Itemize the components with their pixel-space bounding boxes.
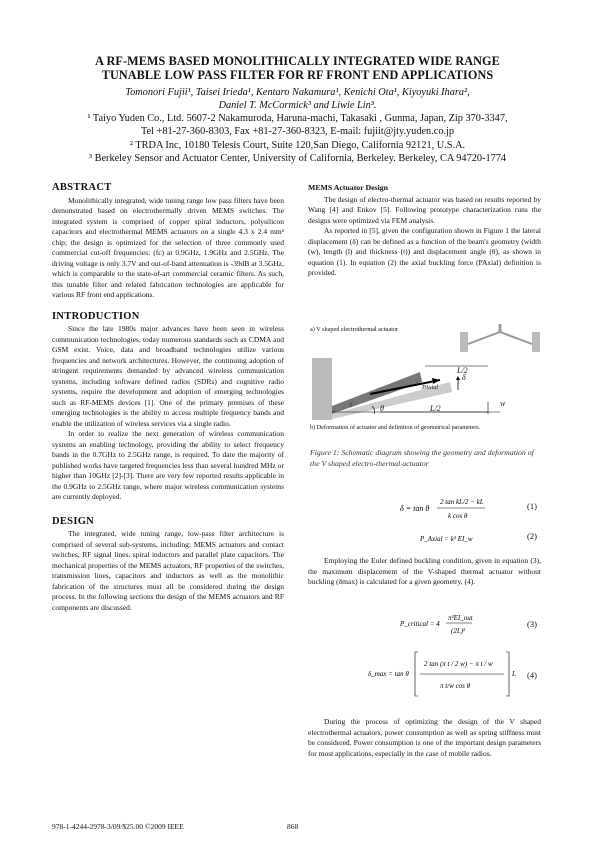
equation-3-number: (3): [527, 619, 537, 629]
svg-text:π t/w cos θ: π t/w cos θ: [440, 682, 471, 690]
affiliation-1: ¹ Taiyo Yuden Co., Ltd. 5607-2 Nakamuroda, Haruna-machi, Takasaki , Gunma, Japan, Zip 370-3347,: [87, 113, 508, 124]
affiliation-2: ² TRDA Inc, 10180 Telesis Court, Suite 120,San Diego, California 92121, U.S.A.: [129, 139, 466, 151]
equation-4: [368, 648, 518, 702]
equation-1: [400, 494, 484, 526]
equation-4-graphic: [368, 648, 518, 700]
equation-1-graphic: [400, 494, 500, 524]
label-p-axial: PAxial: [422, 384, 439, 391]
abstract-text: Monolithically integrated, wide tuning range low pass filters have been demonstrated based on electrothermally driven MEMS switches. The integrated system is comprised of copper spiral inductors, polysilicon capacitors and electrothermal MEMS actuators on a single 4.3 x 2.4 mm² chip; the design is optimized for the selection of three commonly used commercial cut-off frequencies: (fc) at 0.9GHz, 1.9GHz and 2.5GHz. The driving voltage is only 3.7V and out-of-band attenuation is -39dB at 3.5GHz, which is comparable to the state-of-art commercial ceramic filters. As such, this tunable filter and related fabrication technologies are applicable for various RF front end applications.: [52, 195, 284, 299]
affiliation-3: ³ Berkeley Sensor and Actuator Center, University of California, Berkeley. Berkeley, CA 94720-1774: [88, 153, 507, 165]
equation-4-number: (4): [527, 670, 537, 680]
equation-2-number: (2): [527, 531, 537, 541]
svg-text:(2L)²: (2L)²: [451, 627, 466, 635]
equation-2-graphic: [420, 531, 480, 545]
euler-paragraph: [308, 556, 541, 588]
svg-text:δ = tan θ: δ = tan θ: [400, 504, 430, 513]
design-heading: DESIGN: [52, 515, 95, 527]
mems-paragraph-1: The design of electro-thermal actuator was based on results reported by Wang [4] and Enkov [5]. Following prototype characterization runs the designs were optimized via FEM analysis.: [308, 194, 541, 225]
svg-text:k cos θ: k cos θ: [448, 512, 468, 520]
label-l2-top: L/2: [457, 366, 468, 375]
svg-text:L: L: [512, 670, 516, 678]
footer-copyright: 978-1-4244-2978-3/09/$25.00 ©2009 IEEE: [52, 822, 184, 831]
design-paragraph-1: The integrated, wide tuning range, low-pass filter architecture is comprised of several sub-systems, including: MEMS actuators and contact switches, RF signal lines, spiral inductors and parallel plate capacitors. The mechanical properties of the MEMS actuators, RF properties of the switches, transmission lines, capacitors and inductors as well as the monolithic fabrication of the structures must all be considered during the design process. In the following sections the design of the MEMS actuators and RF components are discussed.: [52, 529, 284, 612]
right-column-top: [308, 183, 541, 279]
actuator-diagram: [310, 322, 542, 422]
svg-text:P_critical = 4: P_critical = 4: [400, 620, 440, 628]
author-list: [40, 86, 555, 112]
page-number: 868: [287, 822, 299, 831]
equation-1-number: (1): [527, 501, 537, 511]
affiliations: [30, 112, 565, 166]
anchor-pad-top-right: [532, 332, 540, 352]
label-t: t: [350, 401, 352, 409]
introduction-heading: INTRODUCTION: [52, 310, 140, 322]
label-delta: δ: [462, 373, 466, 382]
paper-title: [40, 54, 555, 82]
label-theta: θ: [380, 404, 384, 413]
euler-paragraph-text: Employing the Euler defined buckling condition, given in equation (3), the maximum displacement of the V-shaped thermal actuator without buckling (δmax) is calculated for a given geometry, (4).: [308, 556, 541, 586]
label-w: w: [500, 399, 506, 408]
figure-label-b: b) Deformation of actuator and definition of geometrical parameters.: [310, 424, 481, 431]
authors-line-2: Daniel T. McCormick³ and Liwie Lin³.: [218, 100, 377, 111]
svg-text:π²EI_out: π²EI_out: [448, 614, 473, 622]
introduction-paragraph-1: Since the late 1980s major advances have been seen in wireless communication technologies, today numerous standards such as CDMA and GSM exist. Voice, data and broadband technologies utilize various frequencies and network architectures. However, the continuing adoption of stringent requirements demanded by advanced wireless communication systems, including software defined radios (SDRs) and cognitive radio systems, require the development and adoption of emerging technologies such as RF-MEMS devices [1]. One of the primary premises of these emerging technologies is the ability to access multiple frequency bands and enable the utilization of wireless services via a single radio.: [52, 324, 284, 428]
optimization-paragraph-text: During the process of optimizing the design of the V shaped electrothermal actuators, power consumption as well as spring stiffness must be considered. Power consumption is one of the important design parameters for most applications, especially in the case of mobile radios.: [308, 717, 541, 758]
figure-1: [310, 322, 542, 444]
figure-label-a: a) V shaped electrothermal actuator: [310, 326, 399, 333]
mems-heading: MEMS Actuator Design: [308, 183, 388, 192]
equation-2: [420, 531, 480, 547]
left-column: [52, 183, 284, 613]
affiliation-1-contact: Tel +81-27-360-8303, Fax +81-27-360-8323, E-mail: fujiit@jty.yuden.co.jp: [140, 126, 455, 138]
figure-1-caption: Figure 1: Schematic diagram showing the geometry and deformation of the V shaped electro-thermal actuator: [310, 448, 534, 468]
title-line-1: A RF-MEMS BASED MONOLITHICALLY INTEGRATED WIDE RANGE: [95, 54, 500, 68]
svg-text:δ_max = tan θ: δ_max = tan θ: [368, 670, 409, 678]
svg-text:2 tan (π t / 2 w) − π t / w: 2 tan (π t / 2 w) − π t / w: [424, 660, 493, 668]
equation-3: [400, 612, 480, 640]
anchor-block: [312, 358, 332, 420]
optimization-paragraph: [308, 717, 541, 759]
svg-text:P_Axial = k² EI_w: P_Axial = k² EI_w: [420, 535, 473, 543]
svg-text:2 tan kL/2 − kL: 2 tan kL/2 − kL: [440, 498, 484, 506]
mems-paragraph-2: As reported in [5], given the configuration shown in Figure 1 the lateral displacement (δ) can be defined as a function of the beam's geometry (width (w), length (l) and thickness (t)) and displacement angle (θ), as shown in equation (1). In equation (2) the axial buckling force (PAxial) definition is provided.: [308, 226, 541, 277]
title-line-2: TUNABLE LOW PASS FILTER FOR RF FRONT END APPLICATIONS: [101, 68, 494, 82]
introduction-paragraph-2: In order to realize the next generation of wireless communication systems an enabling technology, providing the ability to select frequency bands in the 0.7GHz to 2.5GHz range, is required. To date the majority of published works have targeted frequencies less than several hundred MHz or higher than 10GHz [2]-[3]. There are very few reported results applicable in the 0.9GHz to 2.5GHz range, where major wireless communication systems are currently deployed.: [52, 429, 284, 501]
label-l2-bottom: L/2: [430, 404, 441, 413]
authors-line-1: Tomonori Fujii¹, Taisei Irieda¹, Kentaro Nakamura¹, Kenichi Ota¹, Kiyoyuki Ihara²,: [125, 87, 470, 98]
abstract-heading: ABSTRACT: [52, 182, 112, 193]
anchor-pad-top: [460, 332, 468, 352]
top-beam: [468, 332, 532, 344]
equation-3-graphic: [400, 612, 480, 638]
